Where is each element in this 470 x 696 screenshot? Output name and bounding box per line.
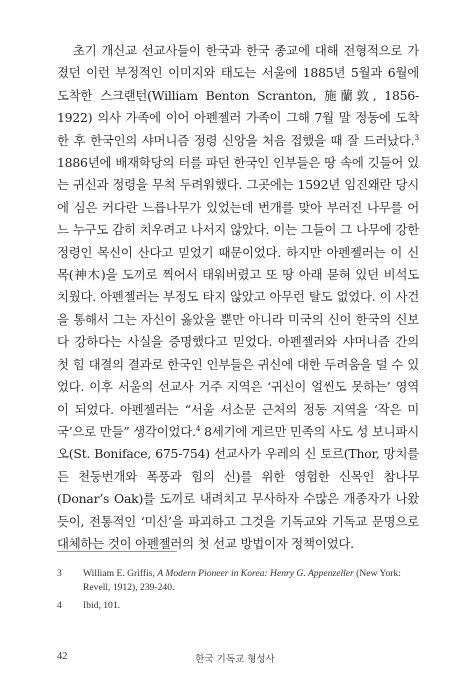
footnote-3 [57, 567, 419, 594]
footnote-text: Ibid, 101. [83, 600, 121, 612]
footnote-ref-3[interactable]: 3 [414, 132, 419, 142]
body-paragraph [57, 40, 419, 555]
page-number: 42 [57, 651, 68, 662]
footnote-publication: (New York: Revell, 1912), 239-240. [83, 568, 401, 593]
footnotes [57, 567, 419, 618]
footnote-number: 3 [57, 568, 62, 579]
body-text-part-2: 1886년에 배재학당의 터를 파던 한국인 인부들은 땅 속에 깃들어 있는 귀신과 정령을 무척 두려워했다. 그곳에는 1592년 임진왜란 당시에 심은 커다란 느릅나무가 있었는데 번개를 맞아 부러진 나무를 어느 누구도 감히 치우려고 나서지 않았다. 이는 그들이 그 나무에 강한 정령인 목신이 산다고 믿었기 때문이었다. 하지만 아펜젤러는 이 신목(神木)을 도끼로 찍어서 태워버렸고 또 땅 아래 묻혀 있던 비석도 치웠다. 아펜젤러는 부정도 타지 않았고 아무런 탈도 없었다. 이 사건을 통해서 그는 자신이 옳았을 뿐만 아니라 미국의 신이 한국의 신보다 강하다는 사실을 증명했다고 믿었다. 아펜젤러와 샤머니즘 간의 첫 힘 대결의 결과로 한국인 인부들은 귀신에 대한 두려움을 덜 수 있었다. 이후 서울의 선교사 거주 지역은 ‘귀신이 얼씬도 못하는’ 영역이 되었다. 아펜젤러는 “서울 서소문 근처의 정동 지역을 ‘작은 미국’으로 만들” 생각이었다. [57, 155, 419, 439]
footnote-number: 4 [57, 600, 62, 612]
footnote-4 [57, 599, 419, 613]
footnote-text [83, 567, 419, 594]
footnote-divider [57, 551, 177, 552]
running-title: 한국 기독교 형성사 [195, 654, 275, 665]
footnote-author: William E. Griffis, [83, 568, 158, 579]
body-text-part-1: 초기 개신교 선교사들이 한국과 한국 종교에 대해 전형적으로 가졌던 이런 부정적인 이미지와 태도는 서울에 1885년 5월과 6월에 도착한 스크랜턴(William Benton Scranton, 施蘭敦, 1856-1922) 의사 가족에 이어 아펜젤러 가족이 그해 7월 말 정동에 도착한 후 한국인의 샤머니즘 정령 신앙을 처음 접했을 때 잘 드러났다. [57, 43, 419, 148]
footnote-book-title: A Modern Pioneer in Korea: Henry G. Appenzeller [157, 568, 354, 579]
body-text-part-3: 8세기에 게르만 민족의 사도 성 보니파시오(St. Boniface, 675-754) 선교사가 우레의 신 토르(Thor, 망치를 든 천둥번개와 폭풍과 힘의 신)를 위한 영험한 신목인 참나무(Donar’s Oak)를 도끼로 내려치고 무사하자 수많은 개종자가 나왔듯이, 전통적인 ‘미신’을 파괴하고 그것을 기독교와 기독교 문명으로 대체하는 것이 아펜젤러의 첫 선교 방법이자 정책이었다. [57, 423, 419, 551]
footnote-ref-4[interactable]: 4 [195, 423, 201, 433]
